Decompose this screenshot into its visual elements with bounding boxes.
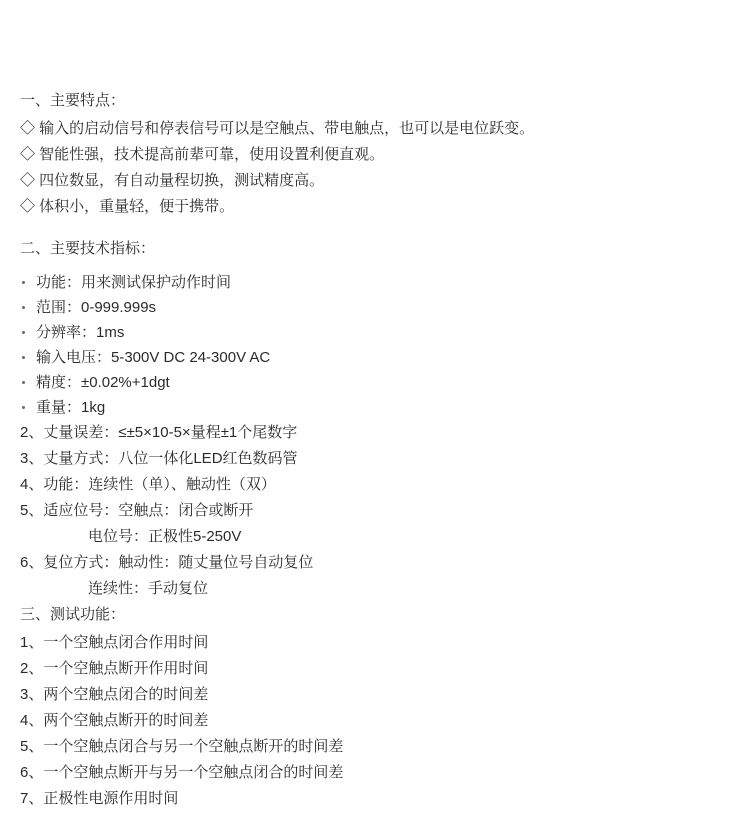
specification-line: 5、适应位号：空触点：闭合或断开 <box>20 502 254 519</box>
section-features-heading: 一、主要特点： <box>20 92 126 109</box>
feature-line: ◇ 输入的启动信号和停表信号可以是空触点、带电触点，也可以是电位跃变。 <box>20 120 535 137</box>
feature-line: ◇ 四位数显，有自动量程切换，测试精度高。 <box>20 172 325 189</box>
specification-line: 4、功能：连续性（单）、触动性（双） <box>20 476 276 493</box>
specification-line: 3、丈量方式：八位一体化LED红色数码管 <box>20 450 298 467</box>
list-item: 范围：0-999.999s <box>20 295 730 320</box>
list-item: 分辨率：1ms <box>20 320 730 345</box>
test-function-item: 7、正极性电源作用时间 <box>20 790 179 807</box>
test-function-item: 3、两个空触点闭合的时间差 <box>20 686 209 703</box>
test-function-item: 2、一个空触点断开作用时间 <box>20 660 209 677</box>
specification-subline: 电位号：正极性5-250V <box>88 528 242 545</box>
list-item: 精度：±0.02%+1dgt <box>20 370 730 395</box>
specification-line: 2、丈量误差：≤±5×10-5×量程±1个尾数字 <box>20 424 298 441</box>
specification-subline: 连续性：手动复位 <box>88 580 209 597</box>
test-function-item: 5、一个空触点闭合与另一个空触点断开的时间差 <box>20 738 344 755</box>
section-specifications <box>20 236 730 602</box>
specification-line: 6、复位方式：触动性：随丈量位号自动复位 <box>20 554 314 571</box>
list-item: 功能：用来测试保护动作时间 <box>20 270 730 295</box>
section-spacer <box>20 220 730 236</box>
section-features <box>20 88 730 220</box>
feature-line: ◇ 智能性强，技术提高前辈可靠，使用设置利便直观。 <box>20 146 385 163</box>
test-function-item: 1、一个空触点闭合作用时间 <box>20 634 209 651</box>
feature-line: ◇ 体积小，重量轻，便于携带。 <box>20 198 235 215</box>
test-function-item: 6、一个空触点断开与另一个空触点闭合的时间差 <box>20 764 344 781</box>
section-test-functions <box>20 602 730 812</box>
test-function-item: 4、两个空触点断开的时间差 <box>20 712 209 729</box>
specification-bullet-list <box>20 270 730 420</box>
section-specifications-heading: 二、主要技术指标： <box>20 240 156 257</box>
list-item: 输入电压：5-300V DC 24-300V AC <box>20 345 730 370</box>
section-test-functions-heading: 三、测试功能： <box>20 606 126 623</box>
list-item: 重量：1kg <box>20 395 730 420</box>
